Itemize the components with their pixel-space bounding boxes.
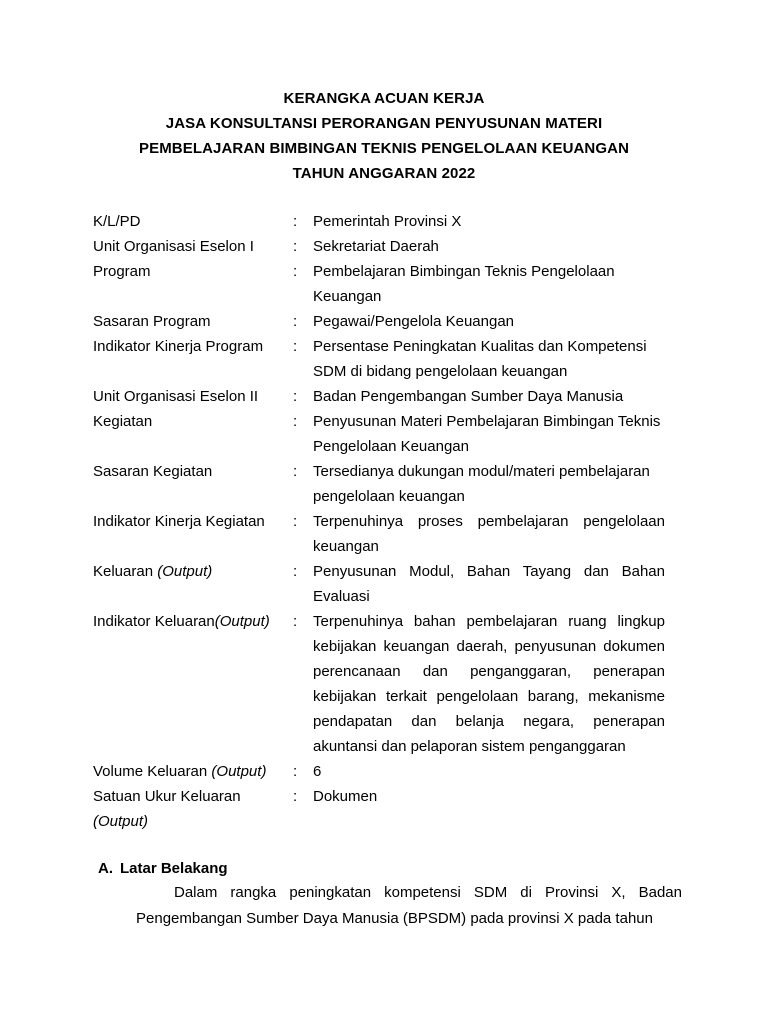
field-label-text: Keluaran bbox=[93, 563, 158, 580]
field-colon: : bbox=[293, 213, 298, 230]
field-label: Sasaran Kegiatan bbox=[93, 463, 213, 480]
field-value: Terpenuhinya bahan pembelajaran ruang lingkup kebijakan keuangan daerah, penyusunan dokumen perencanaan dan penganggaran, penerapan kebijakan terkait pengelolaan barang, mekanisme pendapatan dan belanja negara, penerapan akuntansi dan pelaporan sistem penganggaran bbox=[313, 613, 665, 755]
field-colon: : bbox=[293, 238, 298, 255]
field-colon: : bbox=[293, 763, 298, 780]
field-label-italic: (Output) bbox=[157, 563, 213, 580]
field-label-text: Indikator Keluaran bbox=[93, 613, 215, 630]
field-colon: : bbox=[293, 463, 298, 480]
title-line-4: TAHUN ANGGARAN 2022 bbox=[292, 165, 476, 182]
section-title: Latar Belakang bbox=[120, 860, 228, 877]
field-label bbox=[93, 759, 293, 784]
field-klpd bbox=[93, 209, 673, 234]
field-label: K/L/PD bbox=[93, 213, 141, 230]
title-line-1: KERANGKA ACUAN KERJA bbox=[283, 90, 485, 107]
field-label: Unit Organisasi Eselon I bbox=[93, 238, 254, 255]
field-sasaran-kegiatan bbox=[93, 459, 673, 509]
field-label: Sasaran Program bbox=[93, 313, 211, 330]
section-a-heading bbox=[98, 856, 228, 881]
field-colon: : bbox=[293, 563, 298, 580]
field-colon: : bbox=[293, 338, 298, 355]
field-value: Pembelajaran Bimbingan Teknis Pengelolaan Keuangan bbox=[313, 263, 615, 305]
field-indikator-keluaran bbox=[93, 609, 673, 759]
field-value: Pemerintah Provinsi X bbox=[313, 213, 462, 230]
field-label: Unit Organisasi Eselon II bbox=[93, 388, 259, 405]
field-label: Indikator Kinerja Kegiatan bbox=[93, 513, 265, 530]
field-indikator-kinerja-kegiatan bbox=[93, 509, 673, 559]
field-program bbox=[93, 259, 673, 309]
field-label-italic: (Output) bbox=[211, 763, 267, 780]
field-colon: : bbox=[293, 513, 298, 530]
title-line-3: PEMBELAJARAN BIMBINGAN TEKNIS PENGELOLAAN KEUANGAN bbox=[138, 140, 630, 157]
field-label: Program bbox=[93, 263, 151, 280]
field-satuan-ukur-keluaran bbox=[93, 784, 673, 834]
field-label-text: Satuan Ukur Keluaran bbox=[93, 788, 241, 805]
section-a-paragraph: Dalam rangka peningkatan kompetensi SDM di Provinsi X, Badan Pengembangan Sumber Daya Manusia (BPSDM) pada provinsi X pada tahun bbox=[136, 884, 682, 927]
field-value: Dokumen bbox=[313, 788, 378, 805]
field-value: Penyusunan Modul, Bahan Tayang dan Bahan Evaluasi bbox=[313, 563, 665, 605]
field-indikator-kinerja-program bbox=[93, 334, 673, 384]
field-volume-keluaran bbox=[93, 759, 673, 784]
field-label-italic: (Output) bbox=[93, 813, 149, 830]
field-keluaran bbox=[93, 559, 673, 609]
field-value: Sekretariat Daerah bbox=[313, 238, 439, 255]
field-label bbox=[93, 559, 293, 609]
field-value: Pegawai/Pengelola Keuangan bbox=[313, 313, 514, 330]
field-colon: : bbox=[293, 313, 298, 330]
field-unit-eselon-1 bbox=[93, 234, 673, 259]
field-label: Indikator Kinerja Program bbox=[93, 338, 264, 355]
field-label bbox=[93, 784, 293, 834]
field-value: Penyusunan Materi Pembelajaran Bimbingan Teknis Pengelolaan Keuangan bbox=[313, 413, 661, 455]
document-title bbox=[0, 86, 768, 186]
section-letter: A. bbox=[98, 860, 113, 877]
field-label-text: Volume Keluaran bbox=[93, 763, 212, 780]
info-fields bbox=[93, 209, 673, 834]
field-value: Badan Pengembangan Sumber Daya Manusia bbox=[313, 388, 624, 405]
field-label-italic: (Output) bbox=[214, 613, 270, 630]
field-label bbox=[93, 609, 293, 759]
field-colon: : bbox=[293, 263, 298, 280]
field-colon: : bbox=[293, 613, 298, 630]
field-unit-eselon-2 bbox=[93, 384, 673, 409]
field-label: Kegiatan bbox=[93, 413, 153, 430]
field-kegiatan bbox=[93, 409, 673, 459]
field-sasaran-program bbox=[93, 309, 673, 334]
title-line-2: JASA KONSULTANSI PERORANGAN PENYUSUNAN MATERI bbox=[165, 115, 603, 132]
field-value: Terpenuhinya proses pembelajaran pengelolaan keuangan bbox=[313, 513, 665, 555]
field-value: 6 bbox=[313, 763, 322, 780]
field-colon: : bbox=[293, 413, 298, 430]
field-value: Persentase Peningkatan Kualitas dan Kompetensi SDM di bidang pengelolaan keuangan bbox=[313, 338, 647, 380]
field-value: Tersedianya dukungan modul/materi pembelajaran pengelolaan keuangan bbox=[313, 463, 650, 505]
field-colon: : bbox=[293, 788, 298, 805]
field-colon: : bbox=[293, 388, 298, 405]
